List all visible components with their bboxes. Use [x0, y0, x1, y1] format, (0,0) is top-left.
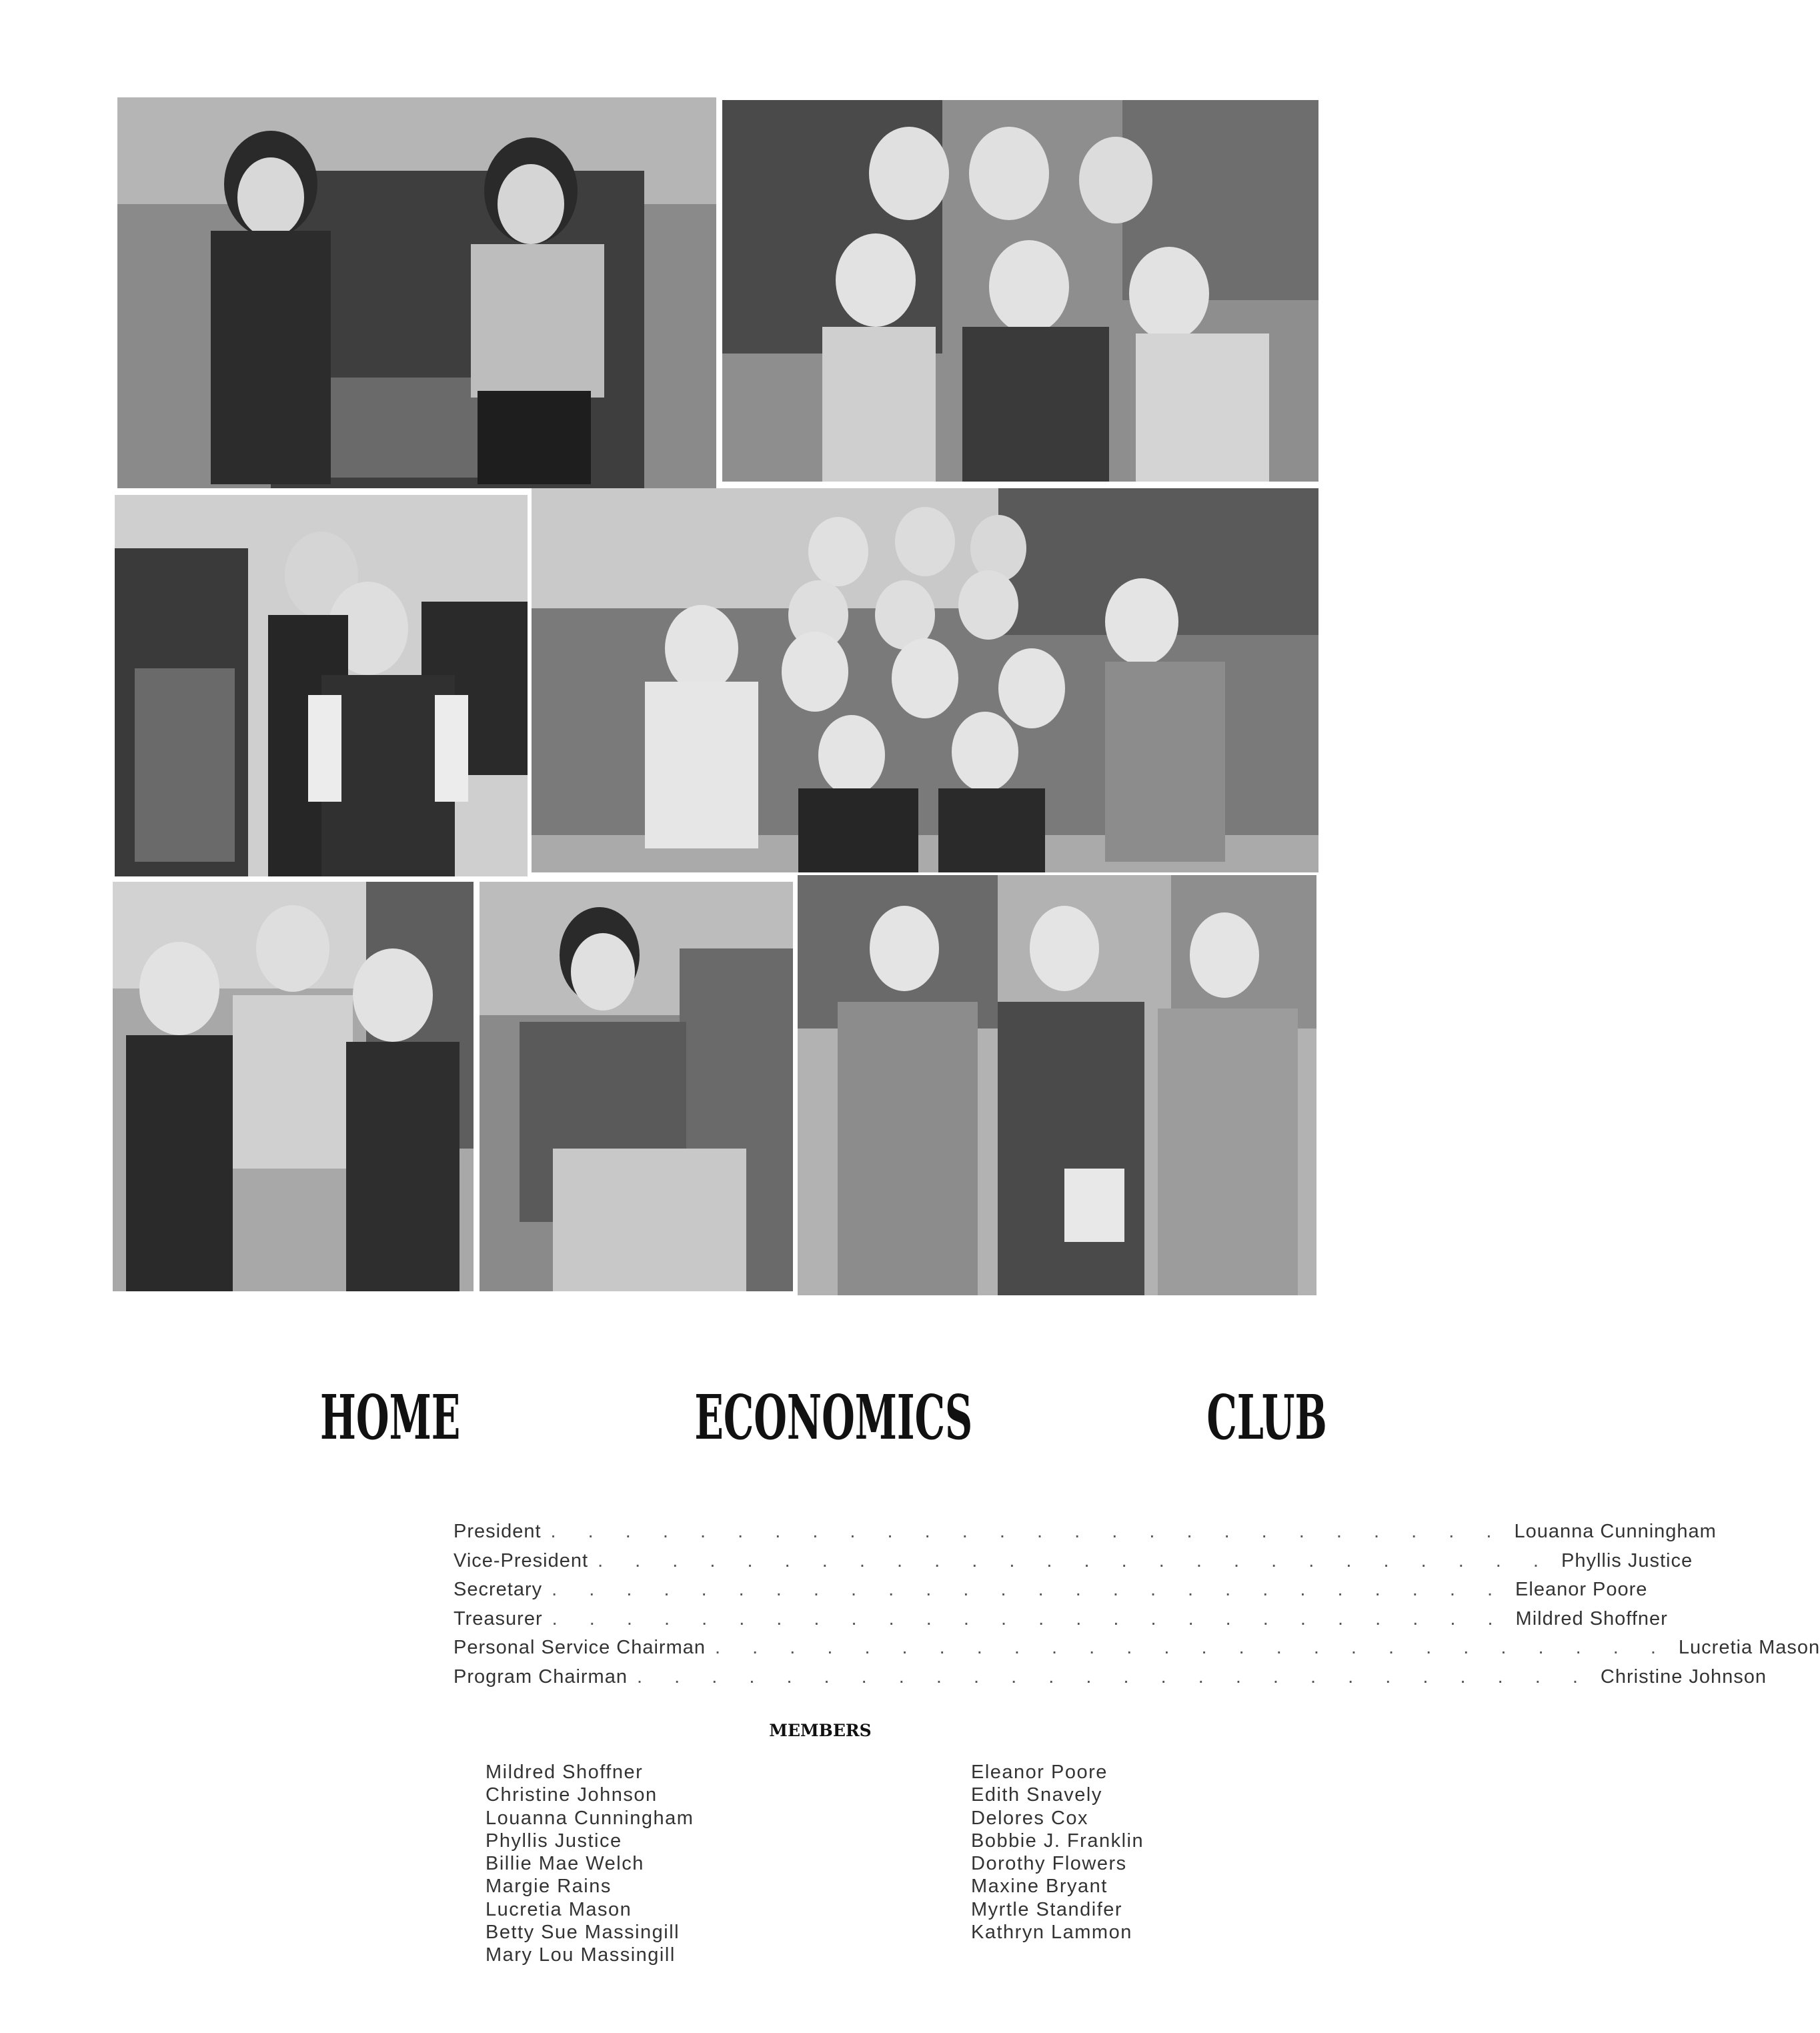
officer-row	[453, 1521, 1717, 1550]
leader-dots: . . . . . . . . . . . . . . . . . . . . . . . . . .	[550, 1521, 1505, 1542]
page-title	[320, 1381, 1327, 1454]
officer-role: Vice-President	[453, 1549, 589, 1571]
member-name: Delores Cox	[971, 1807, 1089, 1829]
officer-name: Christine Johnson	[1600, 1665, 1767, 1687]
member-name: Kathryn Lammon	[971, 1922, 1132, 1944]
officer-role: Program Chairman	[453, 1665, 628, 1687]
member-name: Maxine Bryant	[971, 1876, 1108, 1898]
officer-row	[453, 1637, 1820, 1666]
officer-role: Secretary	[453, 1579, 543, 1601]
photo-two-girls-by-car	[117, 97, 716, 488]
officer-row	[453, 1665, 1767, 1696]
photo-three-girls-embracing	[113, 882, 474, 1291]
photo-six-girls	[722, 100, 1318, 482]
leader-dots: . . . . . . . . . . . . . . . . . . . . . . . . . .	[598, 1549, 1552, 1571]
members-heading: MEMBERS	[769, 1721, 872, 1740]
member-name: Margie Rains	[486, 1876, 612, 1898]
photo-three-girls-standing	[798, 875, 1316, 1295]
officer-row	[453, 1549, 1693, 1579]
leader-dots: . . . . . . . . . . . . . . . . . . . . . . . . . .	[552, 1607, 1507, 1629]
member-name: Myrtle Standifer	[971, 1898, 1123, 1920]
photo-two-girls-by-house	[115, 495, 528, 876]
officer-name: Louanna Cunningham	[1514, 1521, 1717, 1542]
member-name: Mildred Shoffner	[486, 1762, 644, 1783]
officer-name: Lucretia Mason	[1678, 1637, 1820, 1659]
members-list-left	[486, 1761, 694, 1967]
member-name: Bobbie J. Franklin	[971, 1830, 1144, 1852]
title-word: HOME	[320, 1381, 461, 1453]
member-name: Phyllis Justice	[486, 1830, 622, 1852]
member-name: Eleanor Poore	[971, 1762, 1108, 1783]
officer-name: Phyllis Justice	[1561, 1549, 1693, 1571]
title-word: CLUB	[1206, 1381, 1327, 1453]
officer-role: Personal Service Chairman	[453, 1637, 706, 1659]
photo-girl-seated	[480, 882, 793, 1291]
officers-list	[453, 1521, 1820, 1696]
officer-name: Eleanor Poore	[1515, 1579, 1648, 1601]
member-name: Louanna Cunningham	[486, 1807, 694, 1829]
member-name: Dorothy Flowers	[971, 1853, 1127, 1875]
member-name: Christine Johnson	[486, 1784, 658, 1806]
officer-role: President	[453, 1521, 542, 1542]
title-word: ECONOMICS	[694, 1381, 973, 1453]
member-name: Mary Lou Massingill	[486, 1944, 676, 1966]
member-name: Betty Sue Massingill	[486, 1922, 680, 1944]
photo-group-of-girls	[532, 488, 1318, 872]
members-list-right	[971, 1761, 1144, 1944]
member-name: Billie Mae Welch	[486, 1853, 644, 1875]
member-name: Lucretia Mason	[486, 1898, 632, 1920]
member-name: Edith Snavely	[971, 1784, 1102, 1806]
officer-row	[453, 1579, 1648, 1608]
officer-role: Treasurer	[453, 1607, 543, 1629]
leader-dots: . . . . . . . . . . . . . . . . . . . . . . . . . .	[714, 1637, 1669, 1659]
officer-name: Mildred Shoffner	[1515, 1607, 1668, 1629]
leader-dots: . . . . . . . . . . . . . . . . . . . . . . . . . .	[552, 1579, 1507, 1601]
officer-row	[453, 1607, 1668, 1637]
leader-dots: . . . . . . . . . . . . . . . . . . . . . . . . . .	[636, 1665, 1591, 1687]
